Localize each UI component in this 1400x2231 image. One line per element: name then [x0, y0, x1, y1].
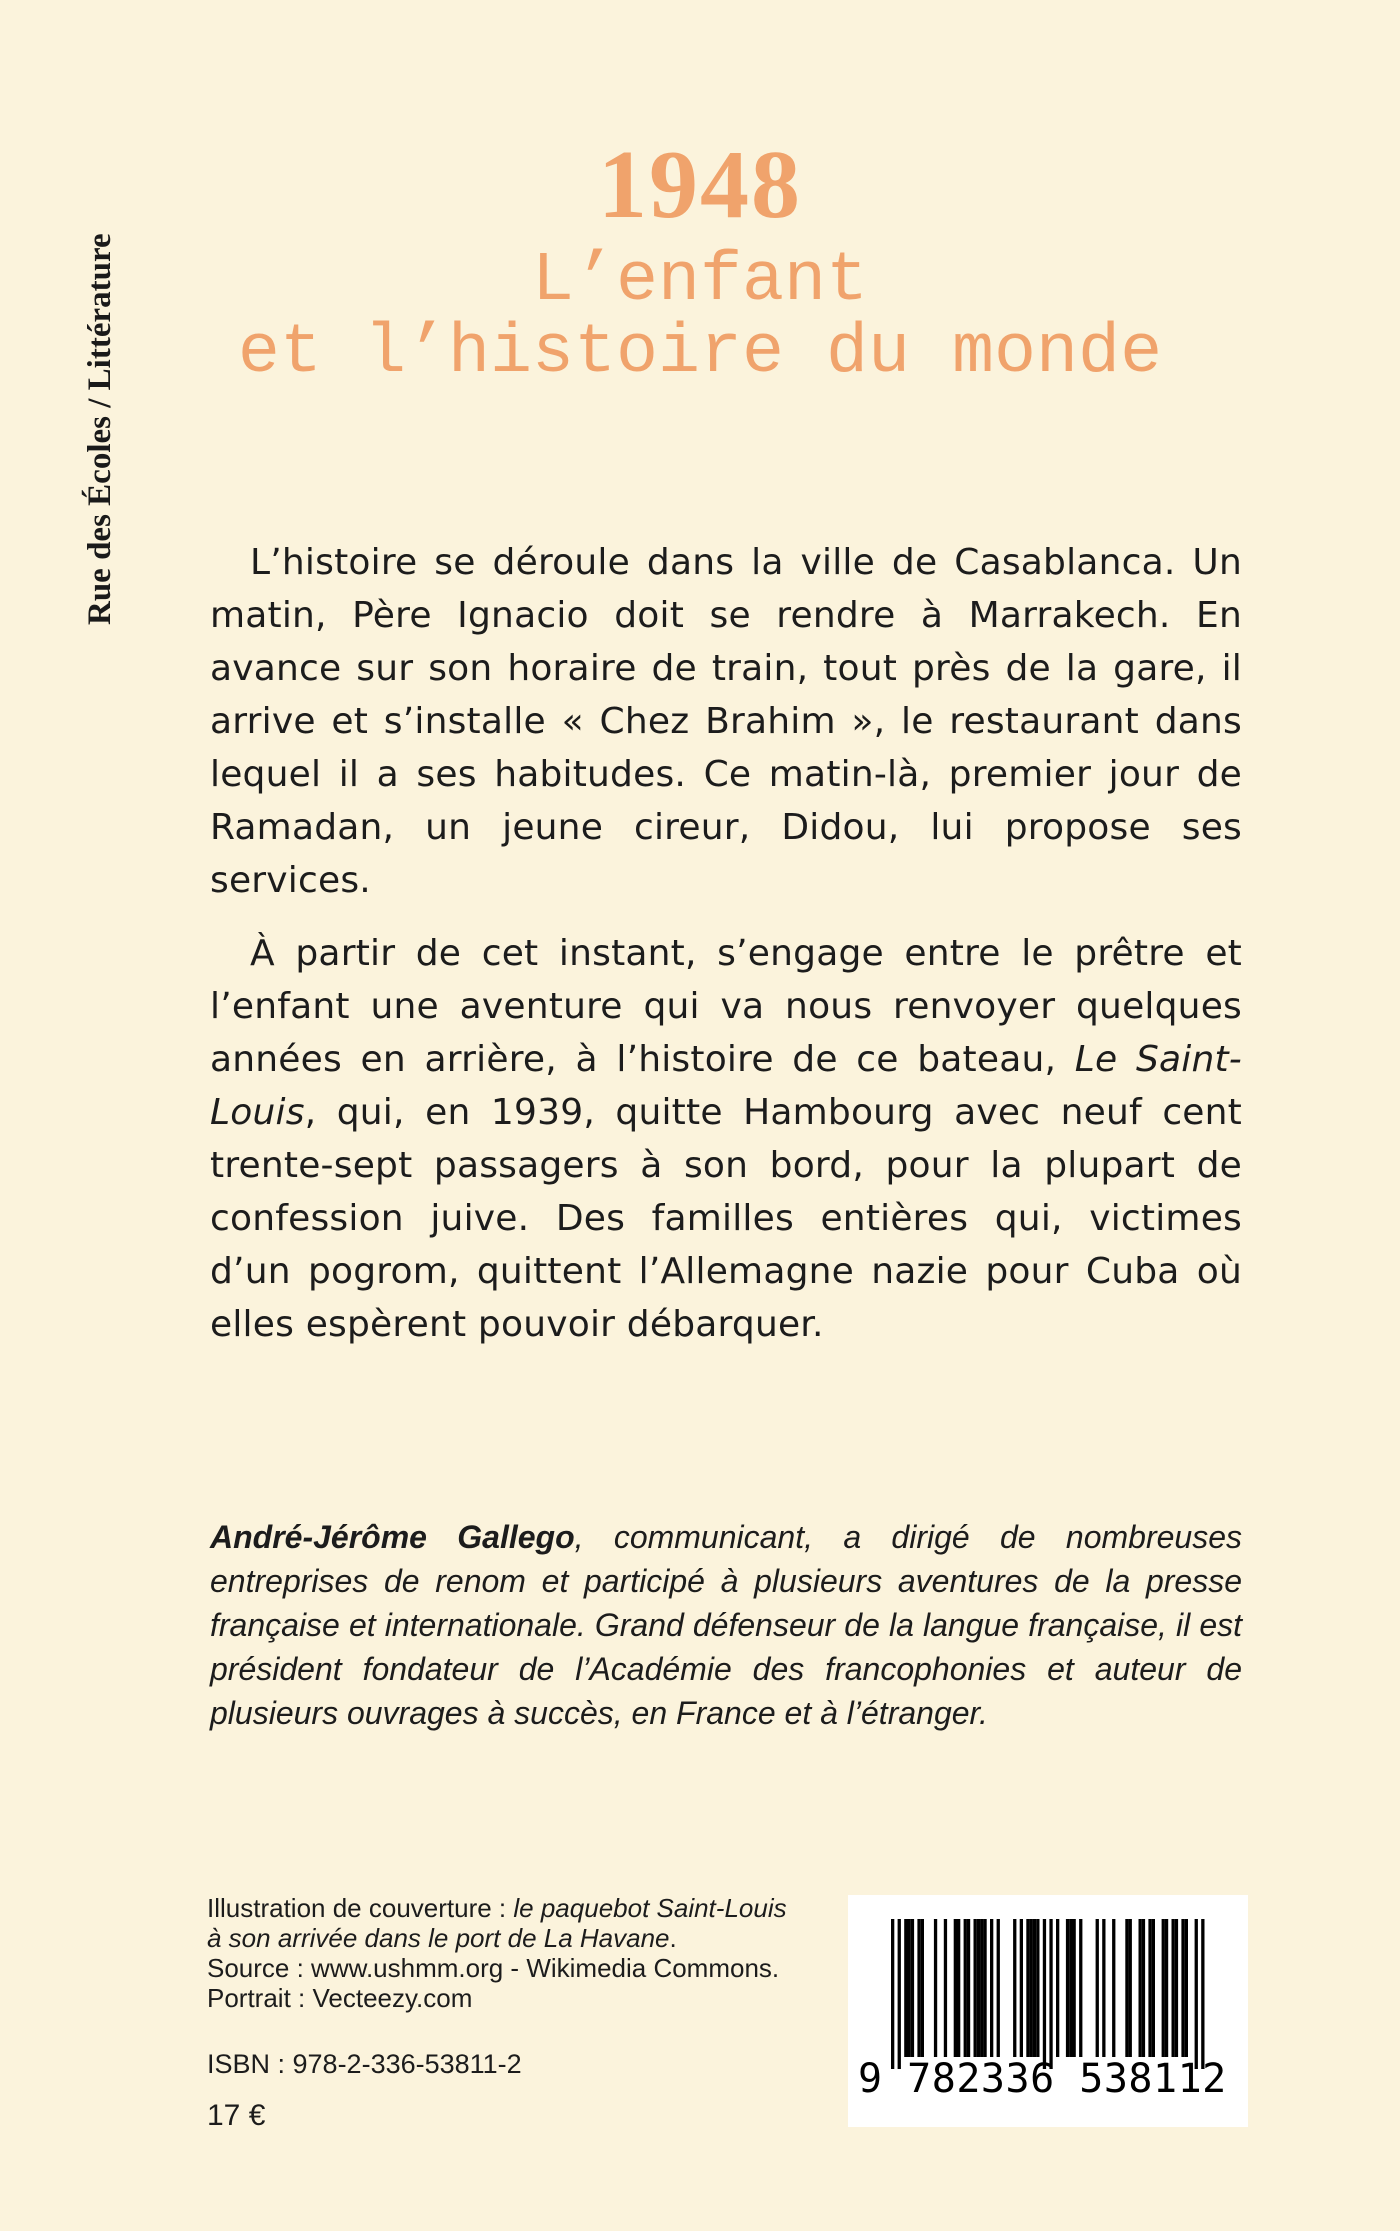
book-subtitle: [160, 242, 1240, 393]
book-year: 1948: [598, 131, 802, 239]
blurb-paragraph-2: [210, 927, 1242, 1351]
price: 17 €: [207, 2099, 266, 2132]
author-bio: [210, 1515, 1242, 1735]
title-block: [160, 130, 1240, 393]
barcode-bar: [1112, 1919, 1115, 2057]
barcode-bar: [967, 1919, 970, 2057]
collection-name: Rue des Écoles / Littérature: [82, 233, 118, 625]
blurb-paragraph-2-start: À partir de cet instant, s’engage entre le prêtre et l’enfant une aventure qui va nous renvoyer quelques années en arrière, à l’histoire de ce bateau,: [210, 933, 1242, 1080]
barcode: [848, 1895, 1248, 2127]
barcode-bar: [917, 1919, 920, 2057]
book-blurb: [210, 536, 1242, 1351]
illustration-caption: le paquebot Saint-Louis à son arrivée dans le port de La Havane: [207, 1893, 787, 1953]
barcode-bar: [934, 1919, 937, 2057]
barcode-bar: [980, 1919, 983, 2057]
barcode-bar: [1020, 1919, 1023, 2057]
barcode-bar: [1175, 1919, 1178, 2057]
barcode-bar: [1069, 1919, 1072, 2057]
barcode-bar: [1172, 1919, 1175, 2057]
barcode-bar: [1013, 1919, 1016, 2057]
barcode-bar: [1181, 1919, 1184, 2057]
barcode-bar: [904, 1919, 907, 2057]
cover-credits: [207, 1893, 807, 2013]
barcode-bar: [1102, 1919, 1105, 2057]
barcode-bar: [1096, 1919, 1099, 2057]
portrait-credit: Portrait : Vecteezy.com: [207, 1983, 473, 2013]
barcode-bar: [964, 1919, 967, 2057]
barcode-bar: [974, 1919, 977, 2057]
barcode-bar: [1185, 1919, 1188, 2057]
barcode-bar: [1073, 1919, 1076, 2057]
barcode-bar: [908, 1919, 911, 2057]
barcode-bar: [1079, 1919, 1082, 2057]
barcode-bar: [983, 1919, 986, 2057]
barcode-bar: [1066, 1919, 1069, 2057]
barcode-bar: [1142, 1919, 1145, 2057]
barcode-bar: [1148, 1919, 1151, 2057]
barcode-bar: [1026, 1919, 1029, 2057]
barcode-bar: [1036, 1919, 1039, 2057]
barcode-bar: [1030, 1919, 1033, 2057]
barcode-bar: [944, 1919, 947, 2057]
spine-label: [60, 100, 118, 645]
isbn: ISBN : 978-2-336-53811-2: [207, 2049, 522, 2079]
illustration-credit: [207, 1893, 807, 1953]
barcode-bar: [911, 1919, 914, 2057]
barcode-bar: [954, 1919, 957, 2057]
barcode-bar: [1201, 1919, 1204, 2069]
barcode-bar: [1125, 1919, 1128, 2057]
barcode-bar: [977, 1919, 980, 2057]
subtitle-line-2: et l’histoire du monde: [237, 314, 1163, 393]
barcode-bar: [1165, 1919, 1168, 2057]
barcode-bar: [1033, 1919, 1036, 2057]
illustration-label: Illustration de couverture :: [207, 1893, 514, 1923]
barcode-bar: [1152, 1919, 1155, 2057]
barcode-bar: [921, 1919, 924, 2057]
barcode-bar: [1162, 1919, 1165, 2057]
illustration-caption-end: .: [669, 1923, 677, 1953]
barcode-bar: [1049, 1919, 1052, 2069]
barcode-bar: [957, 1919, 960, 2057]
barcode-bar: [1043, 1919, 1046, 2069]
author-name: André-Jérôme Gallego: [210, 1519, 575, 1555]
barcode-bar: [1056, 1919, 1059, 2057]
barcode-bar: [891, 1919, 894, 2069]
barcode-bar: [990, 1919, 993, 2057]
barcode-bars: [891, 1919, 1211, 2069]
barcode-bar: [1195, 1919, 1198, 2069]
source-credit: Source : www.ushmm.org - Wikimedia Commons.: [207, 1953, 780, 1983]
barcode-number: 9 782336 538112: [858, 2056, 1227, 2102]
barcode-bar: [1139, 1919, 1142, 2057]
barcode-bar: [1129, 1919, 1132, 2057]
barcode-bar: [997, 1919, 1000, 2057]
blurb-paragraph-2-end: , qui, en 1939, quitte Hambourg avec neuf cent trente-sept passagers à son bord, pour la plupart de confession juive. Des familles entières qui, victimes d’un pogrom, quittent l’Allemagne nazie pour Cuba où elles espèrent pouvoir débarquer.: [210, 1092, 1242, 1345]
ship-name: Le Saint-Louis: [210, 1039, 1242, 1133]
blurb-paragraph-1: L’histoire se déroule dans la ville de Casablanca. Un matin, Père Ignacio doit se rendre à Marrakech. En avance sur son horaire de train, tout près de la gare, il arrive et s’installe « Chez Brahim », le restaurant dans lequel il a ses habitudes. Ce matin-là, premier jour de Ramadan, un jeune cireur, Didou, lui propose ses services.: [210, 542, 1242, 901]
barcode-bar: [898, 1919, 901, 2069]
author-bio-text: , communicant, a dirigé de nombreuses entreprises de renom et participé à plusieurs aventures de la presse française et internationale. Grand défenseur de la langue française, il est président fondateur de l’Académie des francophonies et auteur de plusieurs ouvrages à succès, en France et à l’étranger.: [210, 1519, 1243, 1731]
subtitle-line-1: L’enfant: [531, 242, 869, 321]
